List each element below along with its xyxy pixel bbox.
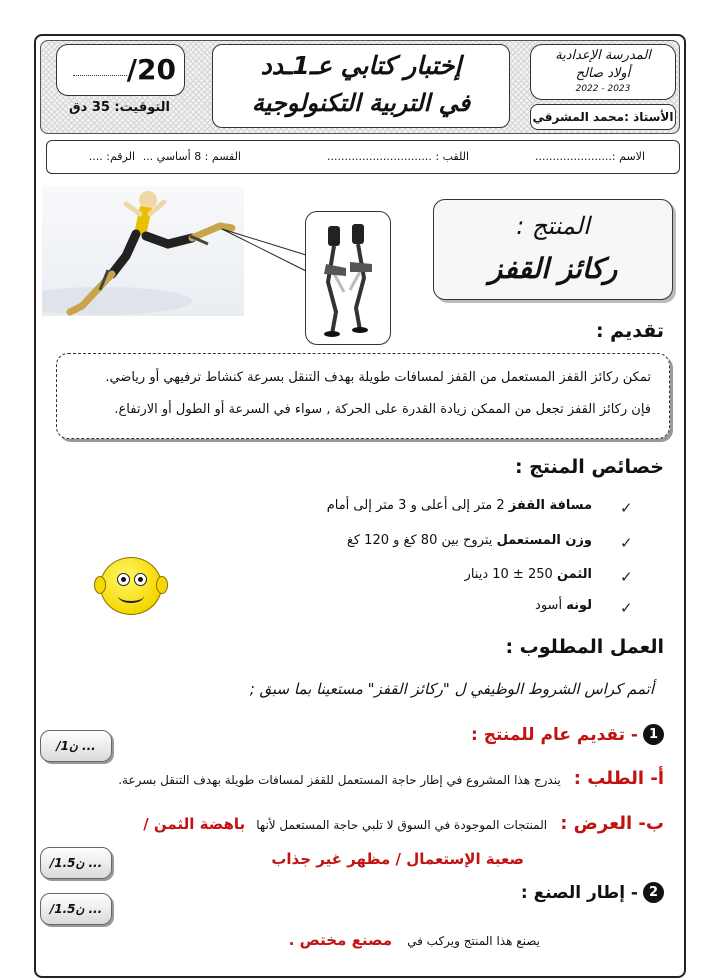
task-instruction: أتمم كراس الشروط الوظيفي ل "ركائز القفز" مستعينا بما سبق ; [249,680,654,698]
product-label: المنتج : [516,212,590,240]
task-heading: العمل المطلوب : [505,636,664,658]
exam-title: إختبار كتابي عـ1ـدد [260,51,462,80]
section-2-answer: مصنع مختص . [288,931,393,949]
intro-line-1: تمكن ركائز القفز المستعمل من القفز لمسافات طويلة بهدف التنقل بسرعة كنشاط ترفيهي أو رياضي. [105,370,651,385]
school-year: 2022 - 2023 [575,84,631,94]
smiley-icon [100,557,162,615]
demand-label: أ- الطلب : [573,768,664,789]
title-box [212,44,510,128]
smiley-eye [117,573,130,586]
teacher-name: الأستاذ :محمد المشرقي [530,104,676,130]
section-2-text: يصنع هذا المنتج ويركب في [407,934,540,948]
product-box [433,199,673,300]
smiley-mouth [118,589,144,603]
score-dotted-line [73,75,127,76]
offer-answer-1: باهضة الثمن / [143,815,246,833]
student-name-field[interactable]: الاسم :...................... [535,150,645,163]
section-2-row [289,930,540,949]
feature-label: لونه [566,598,592,613]
score-total: /20 [126,53,176,86]
feature-label: وزن المستعمل [496,533,592,548]
feature-label: الثمن [556,567,592,582]
section-1-number: 1 [643,724,664,745]
school-name: المدرسة الإعدادية [555,48,651,63]
offer-text: المنتجات الموجودة في السوق لا تلبي حاجة المستعمل لأنها [256,818,548,832]
intro-heading: تقديم : [595,320,664,342]
feature-color [535,598,592,613]
jumper-illustration [42,186,244,316]
student-surname-field[interactable]: اللقب : .............................. [326,150,469,163]
exam-duration: التوقيت: 35 دق [68,100,171,115]
feature-value: 250 ± 10 دينار [464,567,557,582]
feature-price [465,567,592,582]
section-1-title: - تقديم عام للمنتج : [471,725,638,745]
feature-weight [347,533,592,548]
smiley-ear [94,576,106,594]
section-2-title: - إطار الصنع : [520,883,638,903]
student-class-field[interactable]: القسم : 8 أساسي ... [142,150,241,163]
school-location: أولاد صالح [575,66,631,81]
feature-label: مسافة القفز [508,498,592,513]
check-icon: ✓ [620,534,633,552]
offer-label: ب- العرض : [560,813,664,834]
intro-line-2: فإن ركائز القفز تجعل من الممكن زيادة القدرة على الحركة , سواء في السرعة أو الطول أو الارتفاع. [114,402,651,417]
exam-subject: في التربية التكنولوجية [251,89,471,117]
intro-box [56,353,670,439]
features-heading: خصائص المنتج : [514,456,664,478]
check-icon: ✓ [620,499,633,517]
offer-score: /1.5ن ... [40,847,112,879]
feature-value: يتروح بين 80 كغ و 120 كغ [346,533,497,548]
check-icon: ✓ [620,599,633,617]
product-name: ركائز القفز [488,252,618,285]
check-icon: ✓ [620,568,633,586]
demand-text: يندرج هذا المشروع في إطار حاجة المستعمل للقفز لمسافات طويلة بهدف التنقل بسرعة. [118,773,561,787]
section-1-score: /1ن ... [40,730,112,762]
stilts-image-box [305,211,391,345]
student-info-box [46,140,680,174]
feature-distance [327,498,592,513]
smiley-eye [134,573,147,586]
score-box [56,44,185,96]
feature-value: 2 متر إلى أعلى و 3 متر إلى أمام [326,498,509,513]
demand-row [118,768,664,789]
feature-value: أسود [535,598,567,613]
offer-answer-2: صعبة الإستعمال / مظهر غير جذاب [271,850,524,868]
section-2-score: /1.5ن ... [40,893,112,925]
stilts-illustration [306,212,390,344]
school-box [530,44,676,100]
smiley-ear [156,576,168,594]
student-number-field[interactable]: الرقم: .... [88,150,135,163]
offer-row [143,813,664,834]
jumper-photo [42,186,244,316]
section-2-number: 2 [643,882,664,903]
